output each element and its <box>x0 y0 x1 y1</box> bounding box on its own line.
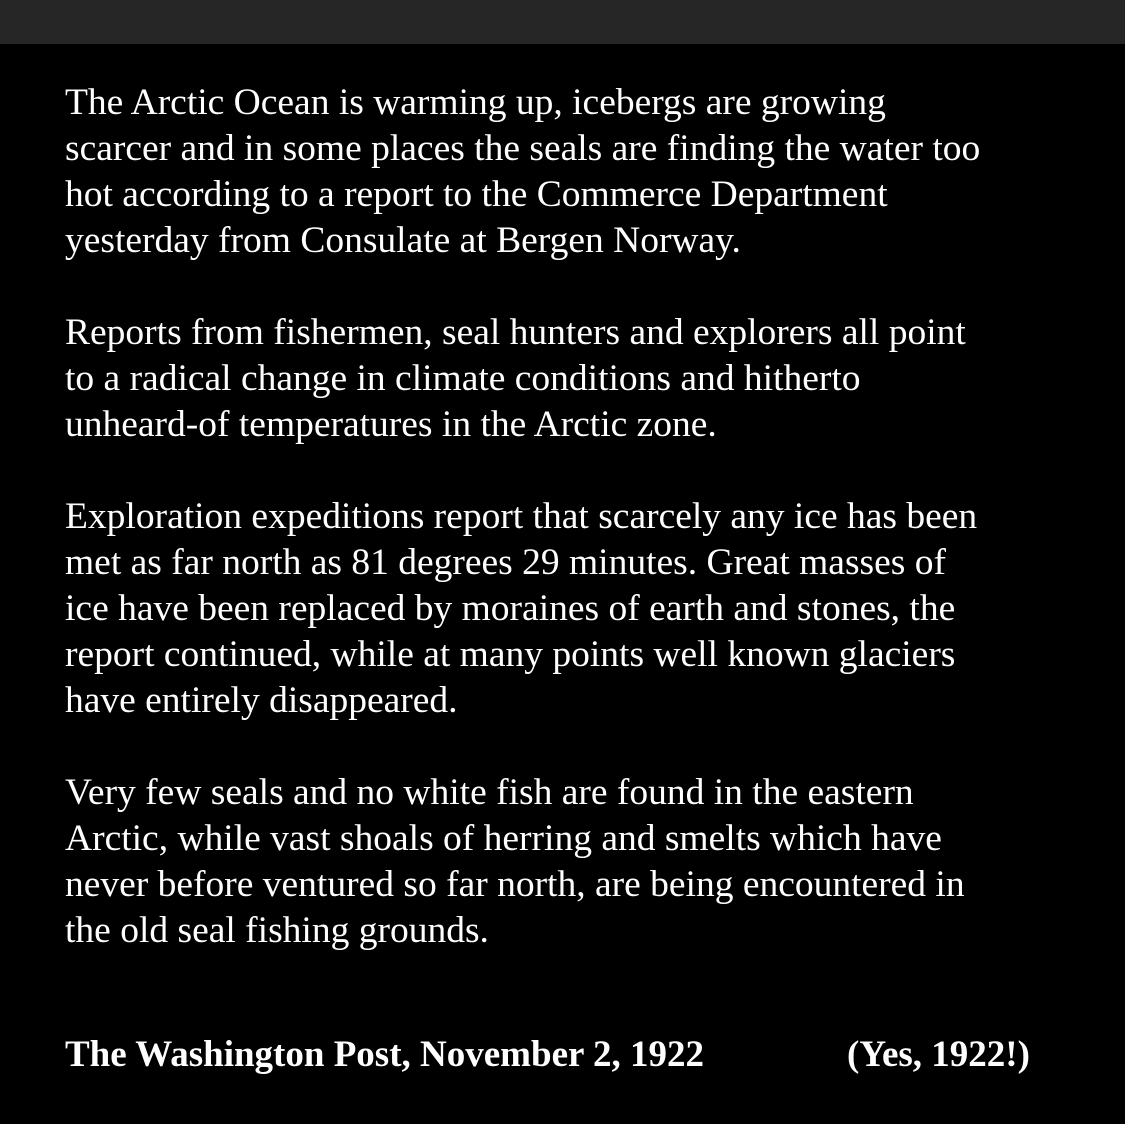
article-body <box>65 80 1105 1000</box>
source-citation: The Washington Post, November 2, 1922 <box>65 1034 704 1075</box>
year-remark: (Yes, 1922!) <box>847 1034 1030 1075</box>
source-footer <box>65 1032 1105 1078</box>
article-paragraph: The Arctic Ocean is warming up, icebergs are growing scarcer and in some places the seals are finding the water too hot according to a report to the Commerce Department yesterday from Consulate at Bergen Norway. <box>65 82 981 261</box>
article-paragraph: Reports from fishermen, seal hunters and explorers all point to a radical change in climate conditions and hitherto unheard-of temperatures in the Arctic zone. <box>65 312 966 445</box>
article-paragraph: Very few seals and no white fish are found in the eastern Arctic, while vast shoals of herring and smelts which have never before ventured so far north, are being encountered in the old seal fishing grounds. <box>65 772 965 951</box>
article-paragraph: Exploration expeditions report that scarcely any ice has been met as far north as 81 degrees 29 minutes. Great masses of ice have been replaced by moraines of earth and stones, the report continued, while at many points well known glaciers have entirely disappeared. <box>65 496 978 721</box>
top-bar <box>0 0 1125 44</box>
